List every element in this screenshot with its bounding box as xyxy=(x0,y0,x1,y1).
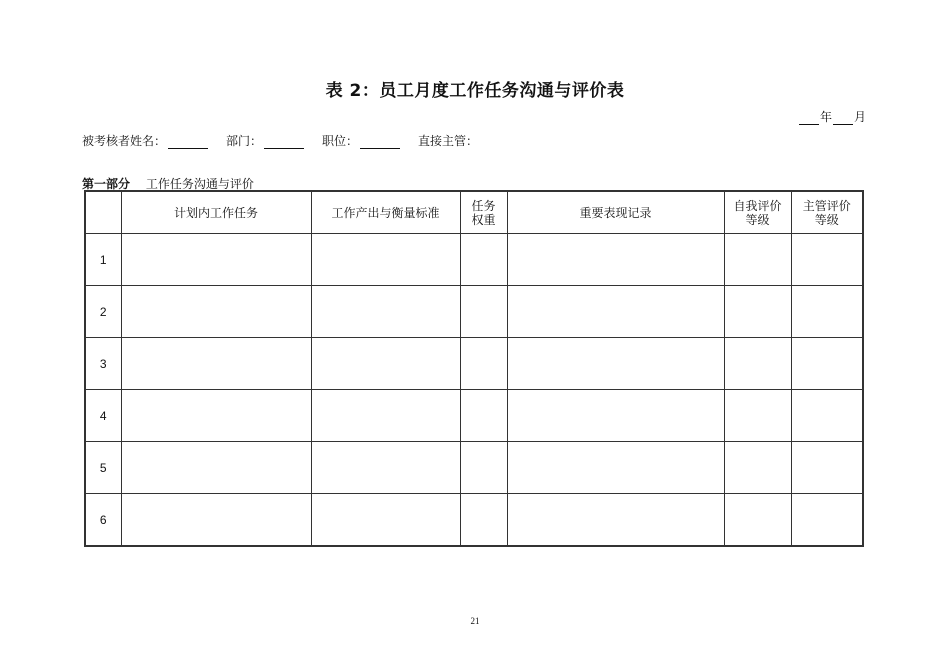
row-number: 6 xyxy=(85,494,121,547)
supervisor-field xyxy=(418,132,478,149)
cell-performance[interactable] xyxy=(507,494,724,547)
cell-manager-rating[interactable] xyxy=(791,338,863,390)
cell-performance[interactable] xyxy=(507,234,724,286)
header-index xyxy=(85,191,121,234)
header-mgr-line2: 等级 xyxy=(814,212,839,227)
cell-weight[interactable] xyxy=(460,286,507,338)
year-blank[interactable] xyxy=(799,112,819,125)
cell-manager-rating[interactable] xyxy=(791,442,863,494)
header-self-line1: 自我评价 xyxy=(733,198,782,213)
month-blank[interactable] xyxy=(833,112,853,125)
cell-self-rating[interactable] xyxy=(724,338,791,390)
cell-weight[interactable] xyxy=(460,338,507,390)
position-label: 职位： xyxy=(322,134,359,148)
cell-self-rating[interactable] xyxy=(724,494,791,547)
header-weight xyxy=(460,191,507,234)
header-weight-line2: 权重 xyxy=(471,212,496,227)
cell-planned-task[interactable] xyxy=(121,442,311,494)
cell-self-rating[interactable] xyxy=(724,234,791,286)
name-label: 被考核者姓名： xyxy=(82,134,167,148)
evaluation-table xyxy=(84,190,864,547)
name-blank[interactable] xyxy=(168,136,208,149)
section-part: 第一部分 xyxy=(82,177,131,191)
cell-planned-task[interactable] xyxy=(121,494,311,547)
cell-performance[interactable] xyxy=(507,390,724,442)
header-planned-task: 计划内工作任务 xyxy=(121,191,311,234)
cell-weight[interactable] xyxy=(460,442,507,494)
supervisor-label: 直接主管： xyxy=(418,134,479,148)
cell-weight[interactable] xyxy=(460,390,507,442)
cell-self-rating[interactable] xyxy=(724,442,791,494)
name-field xyxy=(82,132,208,149)
cell-performance[interactable] xyxy=(507,286,724,338)
table-row xyxy=(85,286,863,338)
header-mgr-line1: 主管评价 xyxy=(802,198,851,213)
month-label: 月 xyxy=(853,110,866,124)
header-performance: 重要表现记录 xyxy=(507,191,724,234)
position-field xyxy=(322,132,400,149)
dept-label: 部门： xyxy=(226,134,263,148)
dept-blank[interactable] xyxy=(264,136,304,149)
section-subtitle: 工作任务沟通与评价 xyxy=(145,177,254,191)
position-blank[interactable] xyxy=(360,136,400,149)
row-number: 5 xyxy=(85,442,121,494)
table-row xyxy=(85,442,863,494)
cell-weight[interactable] xyxy=(460,234,507,286)
table-row xyxy=(85,494,863,547)
table-row xyxy=(85,234,863,286)
cell-output-standard[interactable] xyxy=(311,494,460,547)
cell-output-standard[interactable] xyxy=(311,442,460,494)
cell-planned-task[interactable] xyxy=(121,286,311,338)
table-header-row xyxy=(85,191,863,234)
row-number: 2 xyxy=(85,286,121,338)
cell-manager-rating[interactable] xyxy=(791,234,863,286)
page-number: 21 xyxy=(470,616,480,626)
date-line xyxy=(798,108,866,125)
cell-self-rating[interactable] xyxy=(724,286,791,338)
cell-planned-task[interactable] xyxy=(121,338,311,390)
cell-manager-rating[interactable] xyxy=(791,390,863,442)
header-output-standard: 工作产出与衡量标准 xyxy=(311,191,460,234)
header-manager-rating xyxy=(791,191,863,234)
cell-output-standard[interactable] xyxy=(311,286,460,338)
table-row xyxy=(85,390,863,442)
cell-output-standard[interactable] xyxy=(311,234,460,286)
cell-self-rating[interactable] xyxy=(724,390,791,442)
table-row xyxy=(85,338,863,390)
employee-info xyxy=(82,132,496,149)
cell-performance[interactable] xyxy=(507,442,724,494)
dept-field xyxy=(226,132,304,149)
cell-planned-task[interactable] xyxy=(121,234,311,286)
row-number: 1 xyxy=(85,234,121,286)
header-self-line2: 等级 xyxy=(745,212,770,227)
cell-performance[interactable] xyxy=(507,338,724,390)
header-self-rating xyxy=(724,191,791,234)
cell-output-standard[interactable] xyxy=(311,390,460,442)
page-title: 表 2：员工月度工作任务沟通与评价表 xyxy=(325,81,625,101)
cell-manager-rating[interactable] xyxy=(791,494,863,547)
cell-manager-rating[interactable] xyxy=(791,286,863,338)
cell-weight[interactable] xyxy=(460,494,507,547)
row-number: 3 xyxy=(85,338,121,390)
cell-planned-task[interactable] xyxy=(121,390,311,442)
row-number: 4 xyxy=(85,390,121,442)
year-label: 年 xyxy=(819,110,832,124)
header-weight-line1: 任务 xyxy=(471,198,496,213)
cell-output-standard[interactable] xyxy=(311,338,460,390)
